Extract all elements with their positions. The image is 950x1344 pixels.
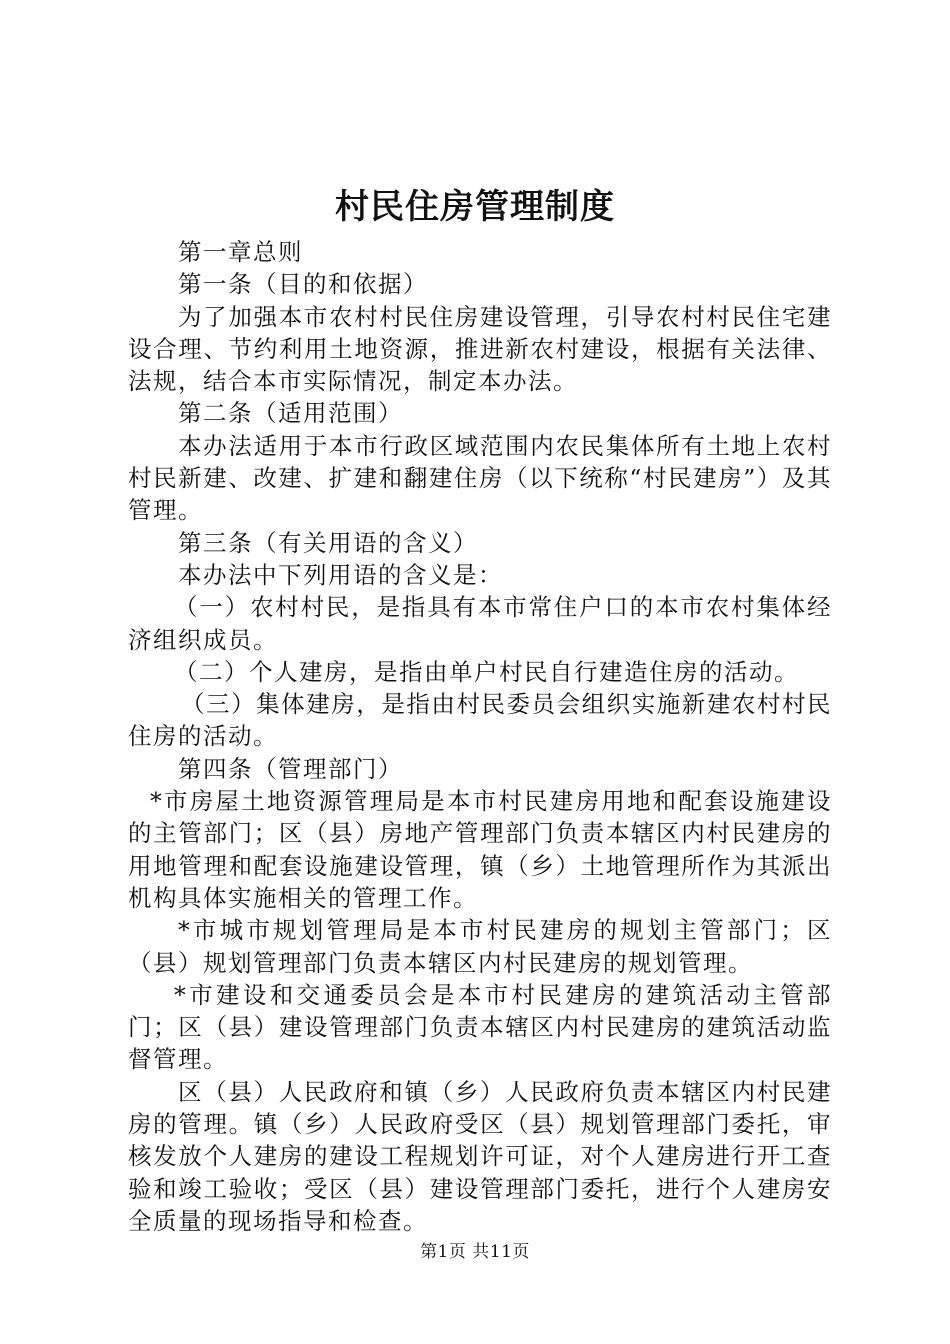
definition-item-1: （一）农村村民，是指具有本市常住户口的本市农村集体经济组织成员。	[128, 593, 832, 654]
article-4-item-1: *市房屋土地资源管理局是本市村民建房用地和配套设施建设的主管部门；区（县）房地产管理部门负责本辖区内村民建房的用地管理和配套设施建设管理，镇（乡）土地管理所作为其派出机构具体实施相关的管理工作。	[128, 787, 832, 912]
page-number-footer: 第1页 共11页	[420, 1242, 530, 1262]
document-title: 村民住房管理制度	[335, 187, 615, 227]
article-4-item-3: *市建设和交通委员会是本市村民建房的建筑活动主管部门；区（县）建设管理部门负责本辖区内村民建房的建筑活动监督管理。	[128, 980, 832, 1074]
chapter-heading: 第一章总则	[178, 238, 303, 266]
article-1-text: 为了加强本市农村村民住房建设管理，引导农村村民住宅建设合理、节约利用土地资源，推进新农村建设，根据有关法律、法规，结合本市实际情况，制定本办法。	[128, 302, 832, 396]
article-2-heading: 第二条（适用范围）	[178, 399, 403, 428]
definition-item-2: （二）个人建房，是指由单户村民自行建造住房的活动。	[174, 657, 799, 686]
article-4-heading: 第四条（管理部门）	[178, 754, 403, 783]
article-1-heading: 第一条（目的和依据）	[178, 270, 428, 299]
document-body	[128, 236, 832, 1237]
article-3-intro: 本办法中下列用语的含义是：	[178, 560, 503, 589]
article-2-text: 本办法适用于本市行政区域范围内农民集体所有土地上农村村民新建、改建、扩建和翻建住房（以下统称“村民建房”）及其管理。	[128, 431, 832, 525]
article-4-item-2: *市城市规划管理局是本市村民建房的规划主管部门；区（县）规划管理部门负责本辖区内村民建房的规划管理。	[128, 916, 832, 977]
article-3-heading: 第三条（有关用语的含义）	[178, 528, 478, 557]
article-4-item-4: 区（县）人民政府和镇（乡）人民政府负责本辖区内村民建房的管理。镇（乡）人民政府受区（县）规划管理部门委托，审核发放个人建房的建设工程规划许可证，对个人建房进行开工查验和竣工验收；受区（县）建设管理部门委托，进行个人建房安全质量的现场指导和检查。	[128, 1077, 832, 1235]
definition-item-3: （三）集体建房，是指由村民委员会组织实施新建农村村民住房的活动。	[128, 690, 832, 751]
